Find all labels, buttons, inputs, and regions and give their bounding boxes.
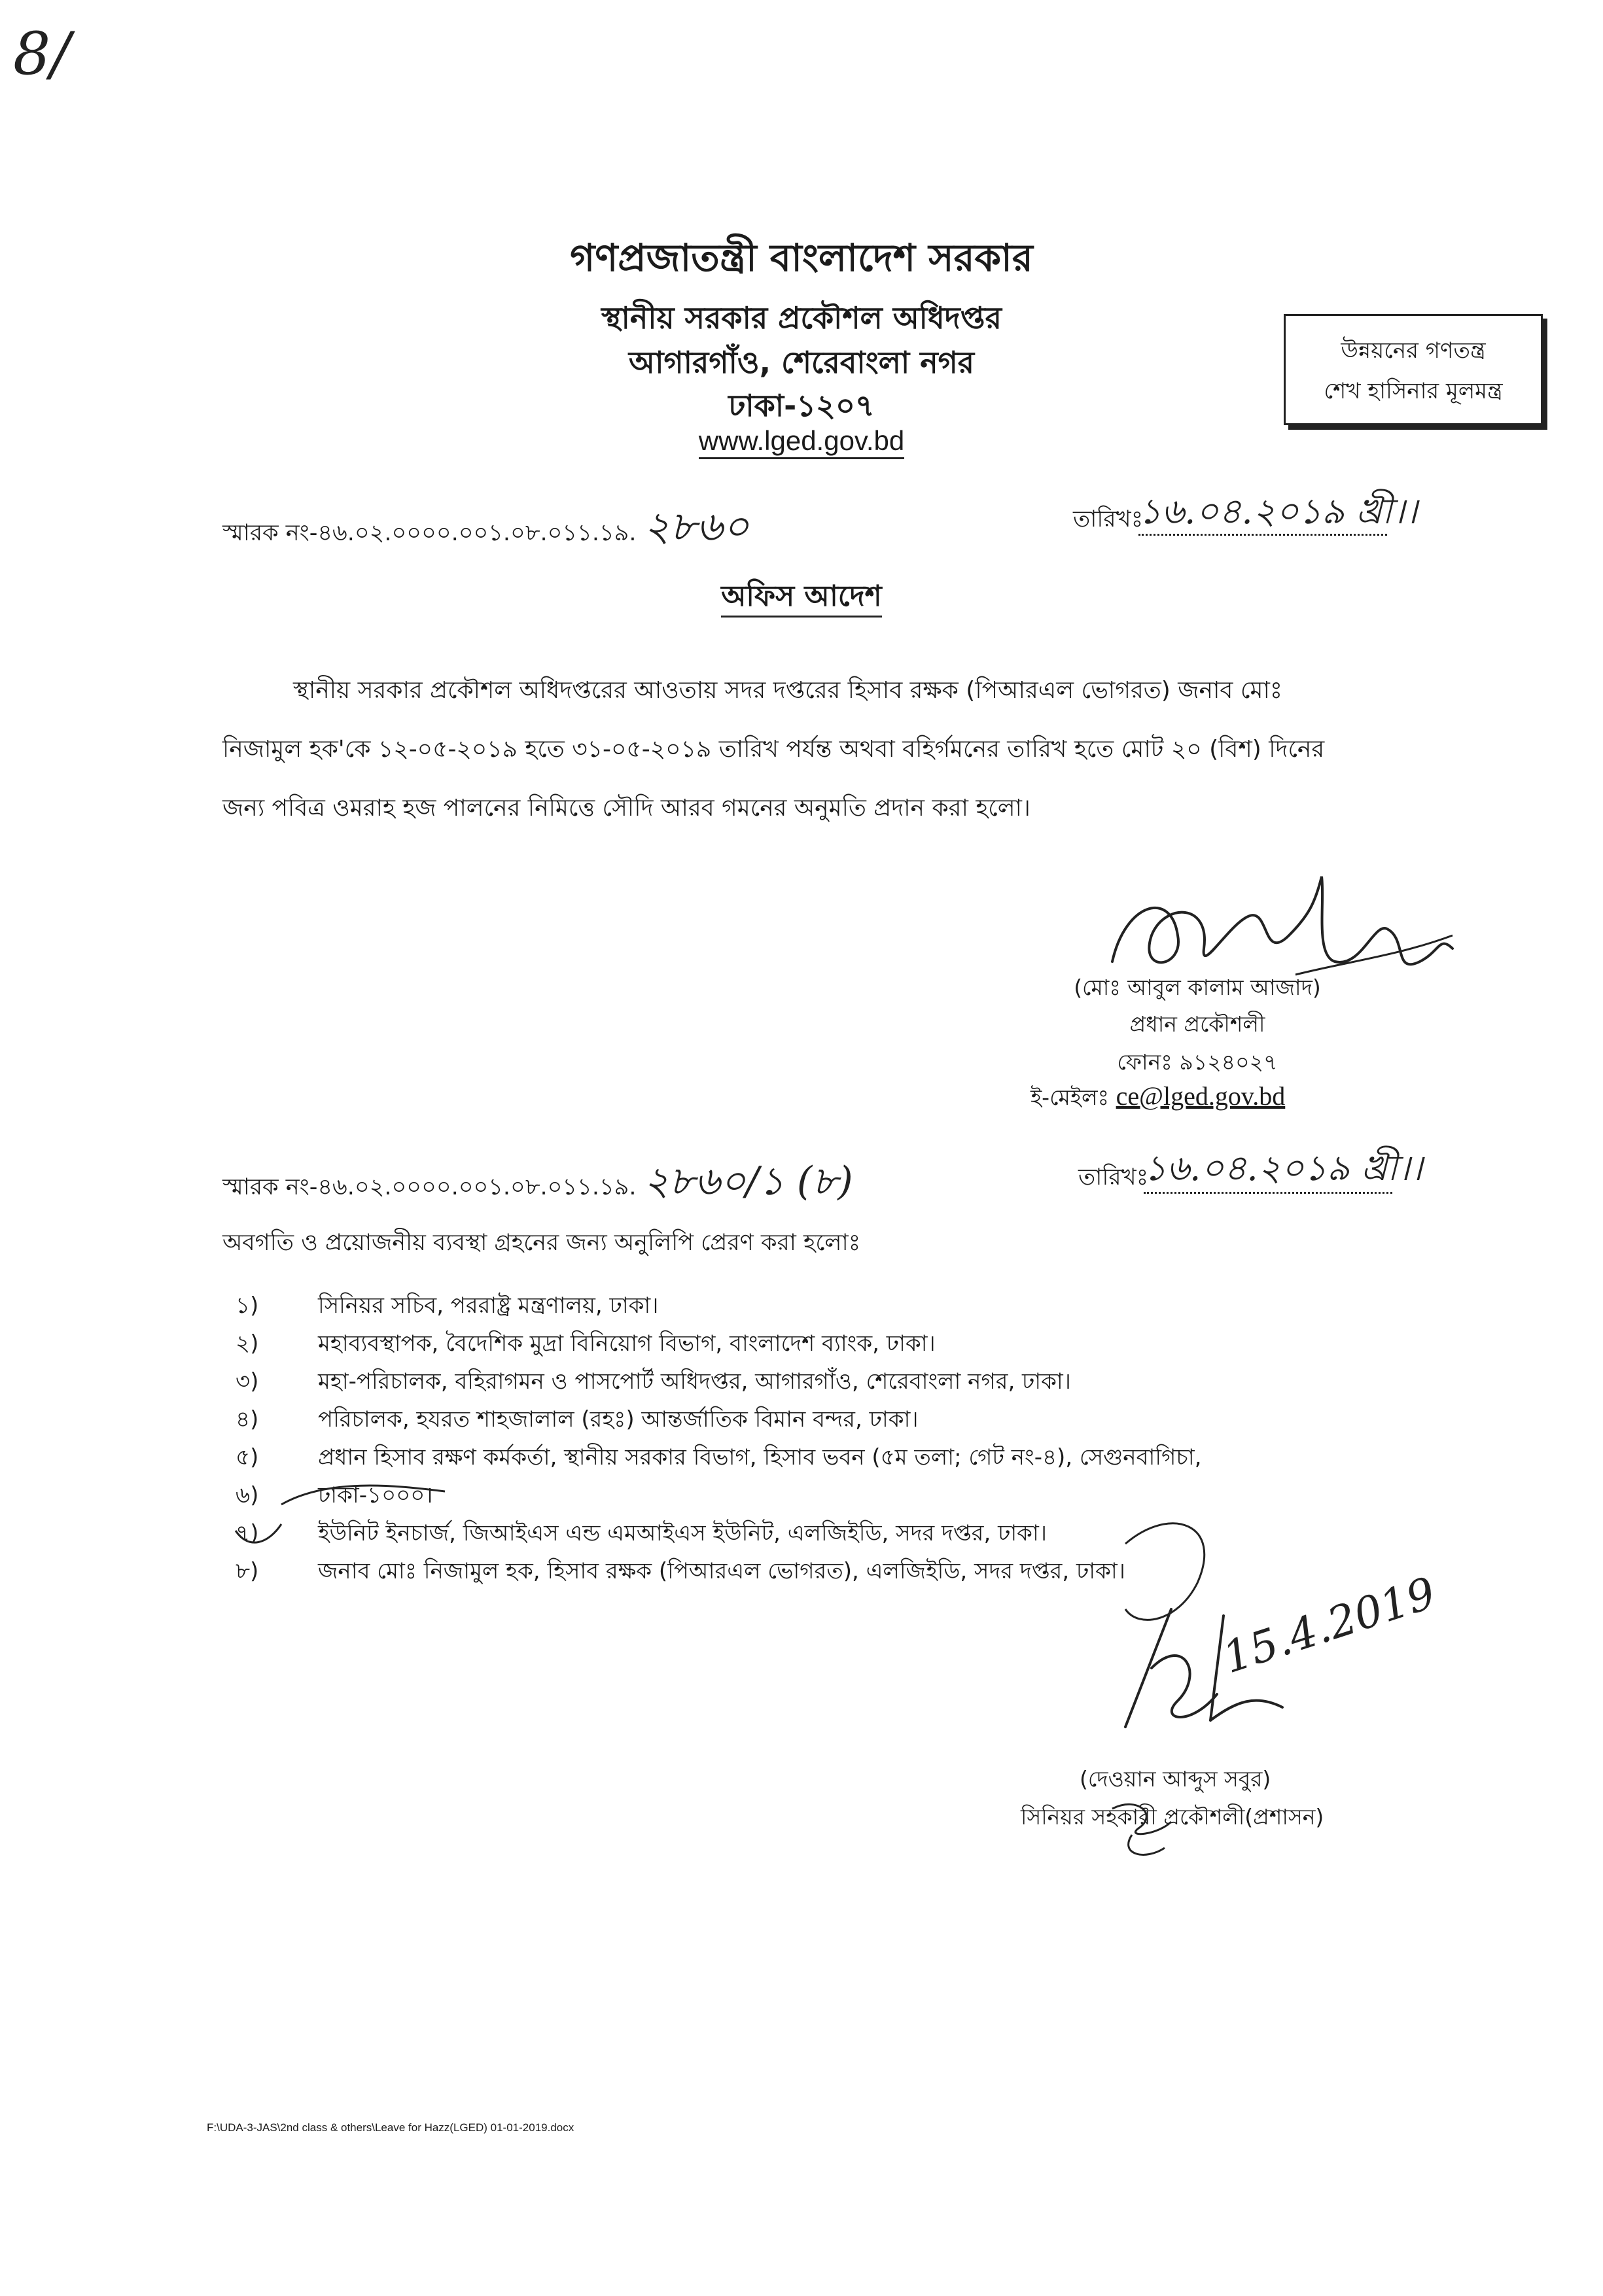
signatory-1-phone: ফোনঃ ৯১২৪০২৭ xyxy=(1117,1049,1278,1075)
handwritten-list-marks xyxy=(222,1465,1243,1635)
memo-handwritten-number-2: ২৮৬০/১ (৮) xyxy=(643,1158,853,1204)
date-dotted-line-1 xyxy=(1138,531,1387,536)
memo-prefix-1: স্মারক নং-৪৬.০২.০০০০.০০১.০৮.০১১.১৯. xyxy=(222,520,637,546)
list-item-number: ৪) xyxy=(236,1406,259,1433)
office-order-heading-text: অফিস আদেশ xyxy=(721,580,881,617)
signatory-1-email-label: ই-মেইলঃ xyxy=(1030,1085,1110,1110)
memo-prefix-2: স্মারক নং-৪৬.০২.০০০০.০০১.০৮.০১১.১৯. xyxy=(222,1174,637,1200)
list-item-number: ৩) xyxy=(236,1368,259,1395)
department-city: ঢাকা-১২০৭ xyxy=(728,388,875,423)
list-item-text: জনাব মোঃ নিজামুল হক, হিসাব রক্ষক (পিআরএল ভোগরত), এলজিইডি, সদর দপ্তর, ঢাকা। xyxy=(318,1558,1125,1584)
list-item-text: ইউনিট ইনচার্জ, জিআইএস এন্ড এমআইএস ইউনিট, এলজিইডি, সদর দপ্তর, ঢাকা। xyxy=(318,1520,1047,1546)
memo-handwritten-number-1: ২৮৬০ xyxy=(643,502,749,550)
memo-number-1 xyxy=(222,496,749,563)
list-item-number: ১) xyxy=(236,1293,259,1319)
list-item-number: ২) xyxy=(236,1331,259,1357)
list-item-text: পরিচালক, হযরত শাহজালাল (রহঃ) আন্তর্জাতিক বিমান বন্দর, ঢাকা। xyxy=(318,1406,919,1433)
signatory-1-name: (মোঃ আবুল কালাম আজাদ) xyxy=(1074,975,1321,1000)
handwritten-sign-date: 15.4.2019 xyxy=(1217,1567,1442,1684)
signatory-1-email[interactable]: ce@lged.gov.bd xyxy=(1116,1081,1286,1111)
signatory-2-name: (দেওয়ান আব্দুস সবুর) xyxy=(1080,1766,1271,1792)
date-label-1: তারিখঃ xyxy=(1073,506,1144,532)
slogan-line-2: শেখ হাসিনার মূলমন্ত্র xyxy=(1324,378,1503,404)
order-paragraph-line-2: নিজামুল হক'কে ১২-০৫-২০১৯ হতে ৩১-০৫-২০১৯ তারিখ পর্যন্ত অথবা বহির্গমনের তারিখ হতে মোট ২০ (বিশ) দিনের xyxy=(222,736,1325,763)
website-text: www.lged.gov.bd xyxy=(699,425,904,459)
list-item-text: সিনিয়র সচিব, পররাষ্ট্র মন্ত্রণালয়, ঢাকা। xyxy=(318,1293,659,1319)
department-address: আগারগাঁও, শেরেবাংলা নগর xyxy=(628,345,975,380)
government-title: গণপ্রজাতন্ত্রী বাংলাদেশ সরকার xyxy=(570,235,1033,280)
order-paragraph-line-1: স্থানীয় সরকার প্রকৌশল অধিদপ্তরের আওতায় সদর দপ্তরের হিসাব রক্ষক (পিআরএল ভোগরত) জনাব মোঃ xyxy=(293,677,1283,704)
date-dotted-line-2 xyxy=(1144,1189,1392,1194)
list-item-number: ৫) xyxy=(236,1444,259,1470)
handwritten-date-1: ১৬.০৪.২০১৯ খ্রী।। xyxy=(1138,491,1418,532)
initial-scribble xyxy=(1099,1796,1191,1868)
handwritten-page-number: 8/ xyxy=(13,20,71,88)
department-name: স্থানীয় সরকার প্রকৌশল অধিদপ্তর xyxy=(601,300,1002,336)
list-item-text: মহা-পরিচালক, বহিরাগমন ও পাসপোর্ট অধিদপ্তর, আগারগাঁও, শেরেবাংলা নগর, ঢাকা। xyxy=(318,1368,1071,1395)
slogan-box xyxy=(1284,314,1543,425)
order-paragraph-line-3: জন্য পবিত্র ওমরাহ হজ পালনের নিমিত্তে সৌদি আরব গমনের অনুমতি প্রদান করা হলো। xyxy=(222,795,1030,822)
list-item-number: ৭) xyxy=(236,1520,259,1546)
list-item-text: প্রধান হিসাব রক্ষণ কর্মকর্তা, স্থানীয় সরকার বিভাগ, হিসাব ভবন (৫ম তলা; গেট নং-৪), সেগুনবাগিচা, xyxy=(318,1444,1202,1470)
handwritten-date-2: ১৬.০৪.২০১৯ খ্রী।। xyxy=(1144,1147,1423,1189)
signatory-2-designation: সিনিয়র সহকারী প্রকৌশলী(প্রশাসন) xyxy=(1021,1804,1324,1830)
footer-file-path: F:\UDA-3-JAS\2nd class & others\Leave for Hazz(LGED) 01-01-2019.docx xyxy=(207,2121,574,2134)
date-label-2: তারিখঃ xyxy=(1078,1164,1149,1191)
list-item-number: ৮) xyxy=(236,1558,259,1584)
list-item-number: ৬) xyxy=(236,1482,259,1508)
signatory-1-email-row xyxy=(1030,1081,1285,1117)
office-order-heading xyxy=(0,574,1603,622)
memo-number-2 xyxy=(222,1151,853,1217)
list-item-text: মহাব্যবস্থাপক, বৈদেশিক মুদ্রা বিনিয়োগ বিভাগ, বাংলাদেশ ব্যাংক, ঢাকা। xyxy=(318,1331,936,1357)
list-item-text: ঢাকা-১০০০। xyxy=(318,1482,433,1508)
copy-intro-text: অবগতি ও প্রয়োজনীয় ব্যবস্থা গ্রহনের জন্য অনুলিপি প্রেরণ করা হলোঃ xyxy=(222,1230,861,1256)
slogan-line-1: উন্নয়নের গণতন্ত্র xyxy=(1341,338,1486,364)
website-link[interactable] xyxy=(0,425,1603,457)
signatory-1-designation: প্রধান প্রকৌশলী xyxy=(1129,1011,1265,1037)
